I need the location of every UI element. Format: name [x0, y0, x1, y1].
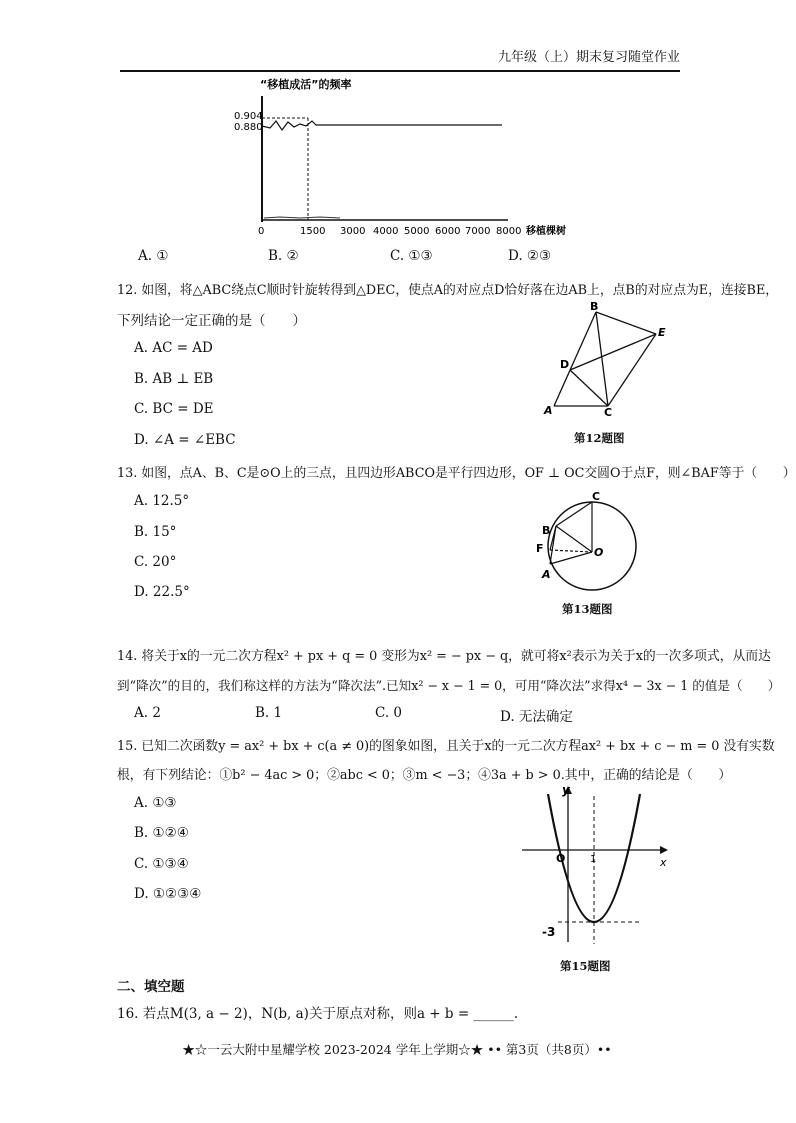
q13-option-c: C. 20° [134, 554, 177, 570]
q12-caption: 第12题图 [574, 431, 625, 445]
chart-x-tick: 5000 [404, 226, 430, 237]
q15-option-b: B. ①②④ [134, 825, 189, 841]
q13-label-b: B [542, 524, 551, 537]
q15-option-c: C. ①③④ [134, 856, 189, 872]
q12-figure [538, 298, 678, 420]
page-header: 九年级（上）期末复习随堂作业 [497, 50, 680, 65]
chart-x-tick: 7000 [465, 226, 491, 237]
chart-x-tick: 3000 [340, 226, 366, 237]
q13-label-f: F [536, 542, 544, 555]
q13-stem: 13. 如图，点A、B、C是⊙O上的三点，且四边形ABCO是平行四边形，OF ⊥ OC交圆O于点F，则∠BAF等于（ ） [117, 466, 796, 481]
q13-caption: 第13题图 [562, 602, 613, 616]
chart-x-tick: 6000 [435, 226, 461, 237]
chart-x-tick: 1500 [300, 226, 326, 237]
section-title: 二、填空题 [117, 979, 185, 995]
q14-stem-line1: 14. 将关于x的一元二次方程x² + px + q = 0 变形为x² = − px − q，就可将x²表示为关于x的一次多项式，从而达 [117, 649, 771, 664]
q13-label-a: A [542, 568, 551, 581]
chart-frequency-line [262, 121, 502, 130]
chart-x-tick: 8000 [496, 226, 522, 237]
q13-option-d: D. 22.5° [134, 584, 190, 600]
q16-stem: 16. 若点M(3, a − 2)，N(b, a)关于原点对称，则a + b = ______. [117, 1006, 519, 1022]
q12-stem-line1: 12. 如图，将△ABC绕点C顺时针旋转得到△DEC，使点A的对应点D恰好落在边AB上，点B的对应点为E，连接BE， [117, 283, 779, 298]
q15-figure [518, 782, 678, 950]
q15-label-one: 1 [590, 854, 597, 865]
q14-option-b: B. 1 [255, 705, 283, 721]
q13-option-a: A. 12.5° [134, 493, 190, 509]
q14-option-a: A. 2 [134, 705, 161, 721]
chart-y-tick: 0.880 [234, 122, 263, 133]
q12-label-d: D [560, 358, 570, 371]
q15-option-d: D. ①②③④ [134, 886, 202, 902]
frequency-chart [234, 74, 570, 240]
q14-stem-line2: 到“降次”的目的，我们称这样的方法为“降次法”.已知x² − x − 1 = 0，可用“降次法”求得x⁴ − 3x − 1 的值是（ ） [117, 678, 781, 693]
q13-label-o: O [594, 546, 604, 559]
q15-caption: 第15题图 [560, 959, 611, 973]
q13-figure [532, 490, 642, 600]
q15-label-x: x [660, 856, 667, 869]
chart-axis-noise [264, 217, 340, 218]
q14-option-c: C. 0 [375, 705, 403, 721]
chart-y-title: “移植成活”的频率 [260, 78, 352, 91]
chart-y-tick: 0.904 [234, 111, 263, 122]
q12-option-c: C. BC = DE [134, 401, 214, 417]
chart-x-tick: 4000 [373, 226, 399, 237]
q15-stem-line1: 15. 已知二次函数y = ax² + bx + c(a ≠ 0)的图象如图，且关于x的一元二次方程ax² + bx + c − m = 0 没有实数 [117, 739, 775, 754]
q13-option-b: B. 15° [134, 524, 177, 540]
q15-label-origin: O [556, 852, 566, 865]
page-footer: ★☆一云大附中星耀学校 2023-2024 学年上学期☆★ •• 第3页（共8页）•• [182, 1042, 612, 1057]
q15-stem-line2: 根，有下列结论：①b² − 4ac > 0；②abc < 0；③m < −3；④3a + b > 0.其中，正确的结论是（ ） [117, 768, 732, 783]
q14-option-d: D. 无法确定 [500, 709, 573, 725]
q12-label-e: E [658, 326, 666, 339]
q12-stem-line2: 下列结论一定正确的是（ ） [117, 313, 306, 329]
q11-option-b: B. ② [268, 248, 299, 264]
q11-option-a: A. ① [138, 248, 169, 264]
chart-x-tick: 0 [258, 226, 265, 237]
q12-option-b: B. AB ⊥ EB [134, 371, 214, 387]
q15-option-a: A. ①③ [134, 795, 177, 811]
q15-label-neg3: -3 [542, 925, 556, 939]
q15-label-y: y [562, 783, 570, 797]
q12-option-d: D. ∠A = ∠EBC [134, 432, 236, 448]
q12-option-a: A. AC = AD [134, 340, 213, 356]
q13-label-c: C [592, 490, 601, 503]
chart-x-title: 移植棵树 [526, 226, 566, 237]
q11-option-d: D. ②③ [508, 248, 552, 264]
header-rule [120, 70, 680, 72]
q12-label-b: B [590, 300, 599, 313]
q12-label-a: A [544, 404, 553, 417]
q12-label-c: C [604, 406, 613, 419]
q11-option-c: C. ①③ [390, 248, 433, 264]
